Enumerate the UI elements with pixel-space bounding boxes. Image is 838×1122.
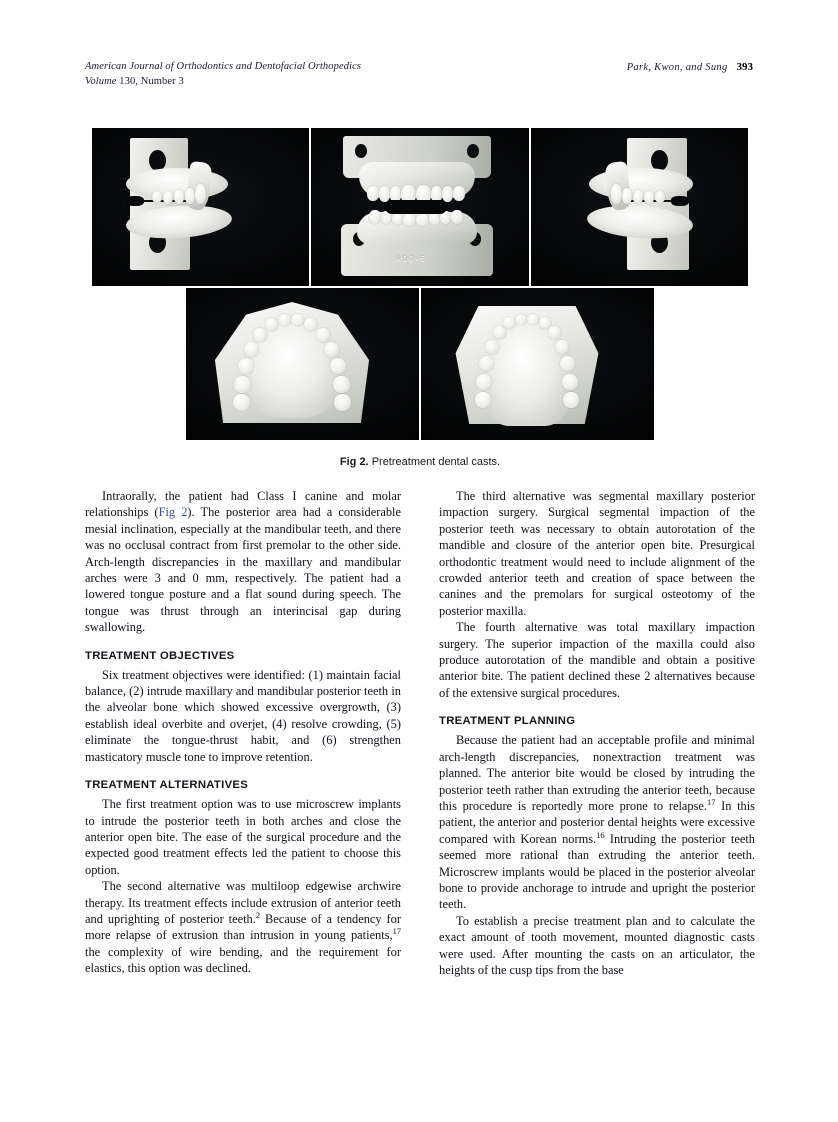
text-fragment: Because the patient had an acceptable profile and minimal arch-length discrepancies, nonextraction treatment was planned. The anterior bite would be closed by intruding the posterior teeth rather than extruding the anterior teeth, because this procedure is reportedly more prone to relapse. [439,733,755,813]
paragraph-mounted-casts: To establish a precise treatment plan and to calculate the exact amount of tooth movement, mounted diagnostic casts were used. After mounting the casts on an articulator, the heights of the cusp tips from the base [439,913,755,977]
reference-marker-2[interactable]: 2 [255,910,261,920]
posterior-open-space [126,196,144,206]
maxillary-incisor [291,314,304,326]
canine-tooth [195,184,206,204]
maxillary-incisor [278,314,291,326]
maxillary-lateral-incisor [304,318,317,331]
figure-number: Fig 2. [339,456,369,468]
posterior-tooth [174,190,184,204]
mandibular-occlusal-cast [421,288,654,440]
mandibular-premolar [479,356,494,371]
mandibular-premolar [485,340,499,354]
journal-title: American Journal of Orthodontics and Dentofacial Orthopedics [85,61,362,72]
posterior-tooth [152,191,162,203]
anterior-open-bite-gap [385,200,447,214]
paragraph-intraoral-findings [85,488,401,636]
running-head-right [627,60,753,76]
reference-marker-17[interactable]: 17 [392,927,401,937]
body-columns [85,488,755,978]
figure-2-cross-reference-link[interactable]: Fig 2 [158,505,188,520]
premolar-tooth [185,188,195,204]
maxillary-canine [316,328,330,342]
maxillary-premolar [324,342,339,357]
heading-treatment-planning: TREATMENT PLANNING [439,715,576,728]
left-column [85,488,401,978]
text-fragment: the complexity of wire bending, and the requirement for elastics, this option was declined. [85,944,401,976]
page-number: 393 [736,61,753,73]
posterior-open-space [671,196,689,206]
canine-tooth [611,184,622,204]
mandibular-molar [476,374,492,390]
mandibular-lateral-incisor [429,213,440,225]
mandibular-posterior-tooth [451,210,463,224]
posterior-tooth [644,191,654,204]
text-fragment: The second alternative was multiloop edgewise archwire therapy. Its treatment effects include extrusion of anterior teeth and uprighting of posterior teeth. [85,879,401,926]
maxillary-posterior-tooth [453,186,465,201]
mandibular-central-incisor [403,214,416,226]
right-lateral-occlusion-cast [92,128,309,286]
mandibular-canine [548,326,561,339]
mandibular-incisor [527,314,539,325]
frontal-occlusion-cast [311,128,528,286]
mandibular-molar [562,374,578,390]
figure-row-lateral-views [92,128,748,286]
paragraph-third-alternative: The third alternative was segmental maxillary posterior impaction surgery. Surgical segmental impaction of the posterior teeth was necessary to obtain autorotation of the mandible and closure of the anterior open bite. Presurgical orthodontic treatment would need to include alignment of the crowded anterior teeth and creation of space between the canines and the premolars for surgical osteotomy of the posterior maxilla. [439,489,755,618]
maxillary-premolar [238,358,254,374]
maxillary-molar [333,376,350,393]
running-head [85,60,753,94]
mandibular-molar [475,392,491,408]
figure-caption-text: Pretreatment dental casts. [371,456,501,468]
maxillary-occlusal-cast [186,288,419,440]
posterior-tooth [163,191,173,204]
text-fragment: Because of a tendency for more relapse of extrusion than intrusion in young patients, [85,911,401,943]
mandibular-incisor [515,314,527,325]
mandibular-canine [493,326,506,339]
volume-number: 130, Number 3 [116,75,184,87]
mandibular-central-incisor [416,214,429,226]
heading-treatment-alternatives: TREATMENT ALTERNATIVES [85,779,249,792]
paragraph-fourth-alternative: The fourth alternative was total maxillary impaction surgery. The superior impaction of the maxilla could also produce autorotation of the mandible and obtain a positive anterior bite. The patient declined these 2 alternatives because of the extensive surgical procedures. [439,620,755,700]
maxillary-canine [253,328,267,342]
maxillary-premolar [330,358,346,374]
text-fragment: ). The posterior area had a considerable mesial inclination, especially at the mandibular teeth, and there was no occlusal contract from first premolar to the other side. Arch-length discrepancies in the maxillary and mandibular arches were 3 and 0 mm, respectively. The patient had a lowered tongue posture and a flat sound during speech. The tongue was thrust through an interincisal gap during swallowing. [85,505,401,635]
journal-title-block [85,60,361,89]
paragraph-second-alternative [85,878,401,976]
heading-treatment-objectives: TREATMENT OBJECTIVES [85,649,235,662]
left-lateral-occlusion-cast [531,128,748,286]
maxillary-lateral-incisor [265,318,278,331]
paragraph-first-option: The first treatment option was to use microscrew implants to intrude the posterior teeth in both arches and close the anterior open bite. The ease of the surgical procedure and the expected good treatment effects led the patient to choose this option. [85,797,401,877]
text-fragment: In this patient, the anterior and posterior dental heights were excessive compared with Korean norms. [439,798,755,846]
posterior-tooth [655,191,665,203]
figure-2 [92,128,748,468]
reference-marker-17[interactable]: 17 [707,797,716,807]
cast-engraved-label: A00-5 [395,254,427,263]
premolar-tooth [622,188,632,204]
journal-volume-issue [85,75,361,90]
maxillary-premolar [244,342,259,357]
volume-label: Volume [85,75,117,87]
paragraph-treatment-objectives: Six treatment objectives were identified: (1) maintain facial balance, (2) intrude maxillary and mandibular posterior teeth in the alveolar bone which showed excessive overgrowth, (3) establish ideal overbite and overjet, (4) resolve crowding, (5) eliminate the tongue-thrust habit, and (6) strengthen masticatory muscle tone to improve retention. [85,667,401,764]
right-column [439,488,755,978]
mandibular-posterior-tooth [369,210,381,224]
maxillary-molar [234,376,251,393]
mandibular-premolar [560,356,575,371]
text-fragment: Intraorally, the patient had Class I canine and molar relationships ( [85,489,401,520]
mandibular-lateral-incisor [503,317,515,329]
mandibular-premolar [555,340,569,354]
maxillary-molar [334,394,351,411]
posterior-tooth [633,190,643,204]
reference-marker-16[interactable]: 16 [596,830,605,840]
mandibular-lateral-incisor [392,213,403,225]
text-fragment: Intruding the posterior teeth seemed more rational than extruding the anterior teeth. Microscrew implants would be placed in the posterior alveolar bone to provide anchorage to intrude and upright the posterior teeth. [439,831,755,912]
author-names: Park, Kwon, and Sung [626,62,728,73]
maxillary-molar [233,394,250,411]
maxillary-posterior-tooth [442,186,453,202]
figure-caption [92,456,748,468]
mandibular-molar [563,392,579,408]
figure-row-occlusal-views [92,288,748,440]
paragraph-treatment-planning [439,732,755,912]
maxillary-posterior-tooth [367,186,379,201]
